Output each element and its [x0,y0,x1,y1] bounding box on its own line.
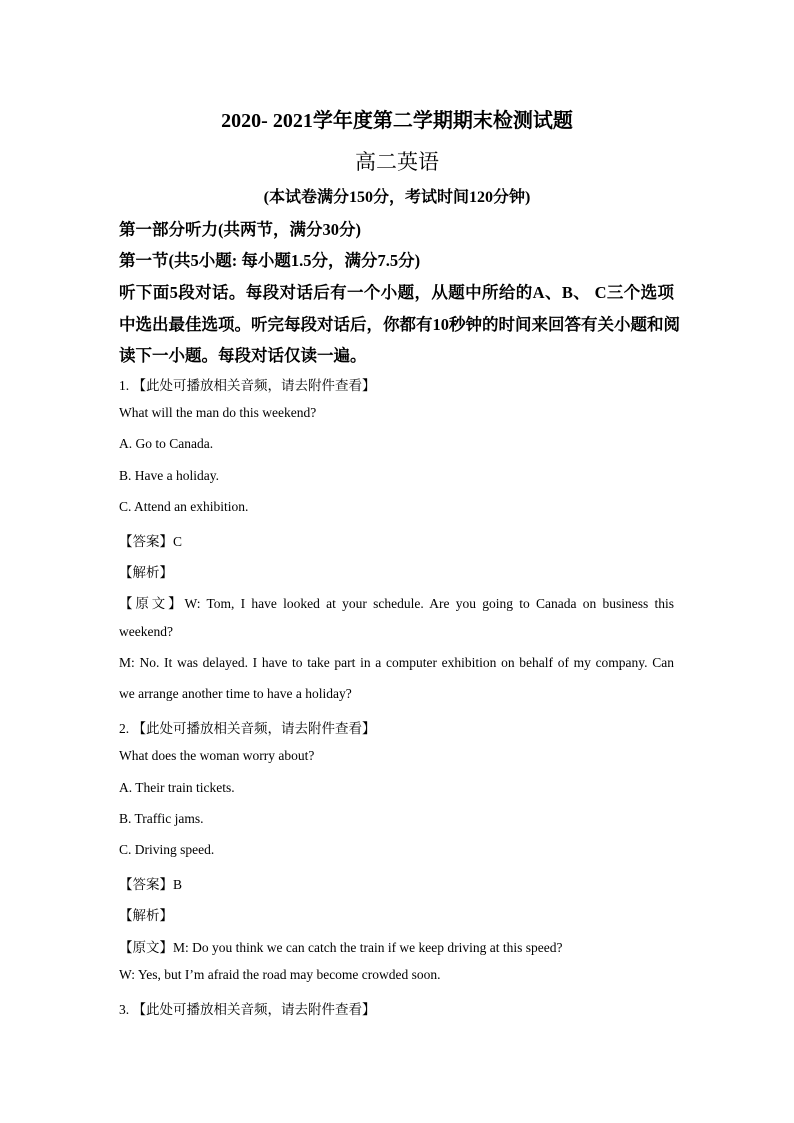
audio-link-2[interactable]: 2. 【此处可播放相关音频，请去附件查看】 [119,721,376,736]
question-2-transcript-line-1: 【原文】M: Do you think we can catch the train if we keep driving at this speed? [119,940,563,955]
question-1-answer: 【答案】C [119,534,183,549]
question-2-text: What does the woman worry about? [119,748,315,763]
instructions-line-1: 听下面5段对话。每段对话后有一个小题，从题中所给的A、B、 C三个选项 [119,283,674,302]
question-1-option-c: C. Attend an exhibition. [119,499,249,514]
question-2-answer: 【答案】B [119,877,183,892]
audio-link-1[interactable]: 1. 【此处可播放相关音频，请去附件查看】 [119,378,376,393]
section-heading: 第一节(共5小题: 每小题1.5分，满分7.5分) [119,251,421,270]
question-1-transcript-line-3: M: No. It was delayed. I have to take part in a computer exhibition on behalf of my company. Can [119,655,674,670]
question-2-analysis: 【解析】 [119,908,173,923]
question-2-option-a: A. Their train tickets. [119,780,235,795]
question-2-transcript-line-2: W: Yes, but I’m afraid the road may become crowded soon. [119,967,441,982]
question-1-transcript-line-2: weekend? [119,624,173,639]
question-1-option-a: A. Go to Canada. [119,436,214,451]
subject-title: 高二英语 [355,150,439,174]
instructions-line-3: 读下一小题。每段对话仅读一遍。 [119,346,367,365]
exam-note: (本试卷满分150分，考试时间120分钟) [263,189,531,206]
question-1-text: What will the man do this weekend? [119,405,317,420]
instructions-line-2: 中选出最佳选项。听完每段对话后，你都有10秒钟的时间来回答有关小题和阅 [119,315,680,334]
exam-title: 2020- 2021学年度第二学期期末检测试题 [221,110,573,132]
question-1-transcript-line-1: 【原文】W: Tom, I have looked at your schedule. Are you going to Canada on business this [119,596,674,611]
audio-link-3[interactable]: 3. 【此处可播放相关音频，请去附件查看】 [119,1002,376,1017]
part-heading: 第一部分听力(共两节，满分30分) [119,220,361,239]
question-1-transcript-line-4: we arrange another time to have a holiday? [119,686,352,701]
question-2-option-c: C. Driving speed. [119,842,215,857]
question-1-option-b: B. Have a holiday. [119,468,219,483]
question-2-option-b: B. Traffic jams. [119,811,204,826]
question-1-analysis: 【解析】 [119,565,173,580]
